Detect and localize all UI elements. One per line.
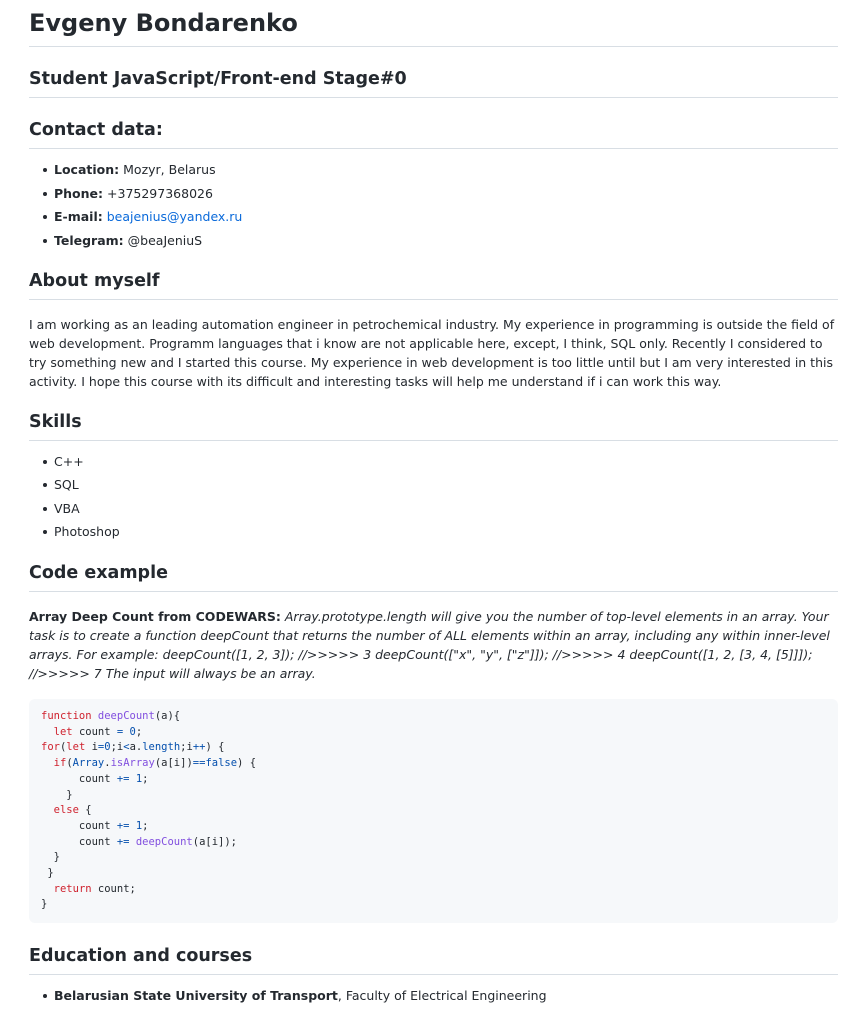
location-value: Mozyr, Belarus (123, 162, 216, 177)
telegram-value: @beaJeniuS (127, 232, 203, 248)
faculty-name: , Faculty of Electrical Engineering (337, 988, 547, 1004)
contact-telegram (54, 233, 838, 249)
contact-list (29, 162, 838, 249)
education-heading: Education and courses (29, 944, 838, 975)
skills-heading: Skills (29, 410, 838, 441)
email-label: E-mail: (54, 209, 103, 224)
phone-label: Phone: (54, 185, 104, 201)
contact-email (54, 209, 838, 225)
task-title: Array Deep Count from CODEWARS: (29, 609, 281, 624)
phone-value: +375297368026 (107, 185, 213, 201)
contact-phone (54, 186, 838, 202)
location-label: Location: (54, 162, 120, 177)
university-name: Belarusian State University of Transport (54, 988, 338, 1004)
contact-location (54, 162, 838, 178)
subtitle-heading: Student JavaScript/Front-end Stage#0 (29, 67, 838, 98)
code-heading: Code example (29, 561, 838, 592)
skill-item: VBA (54, 501, 838, 517)
skill-item: SQL (54, 477, 838, 493)
education-list (29, 988, 838, 1004)
about-heading: About myself (29, 269, 838, 300)
skills-list (29, 454, 838, 541)
page-title: Evgeny Bondarenko (29, 0, 838, 47)
skill-item: Photoshop (54, 524, 838, 540)
about-text: I am working as an leading automation engineer in petrochemical industry. My experience in programming is outside the field of web development. Programm languages that i know are not applicable here, except, I think, SQL only. Recently I considered to try something new and I started this course. My experience in web development is too little until but I am very interested in this activity. I hope this course with its difficult and interesting tasks will help me understand if i can work this way. (29, 316, 835, 389)
email-link[interactable]: beajenius@yandex.ru (106, 209, 243, 224)
task-text: Array.prototype.length will give you the number of top-level elements in an array. Your task is to create a function deepCount that returns the number of ALL elements within an array, including any within inner-level arrays. For example: deepCount([1, 2, 3]); //>>>>> 3 deepCount(["x", "y", ["z"]]); //>>>>> 4 deepCount([1, 2, [3, 4, [5]]]); //>>>>> 7 The input will always be an array. (29, 609, 830, 681)
code-block[interactable]: function deepCount(a){ let count = 0; for(let i=0;i<a.length;i++) { if(Array.isArray(a[i])==false) { count += 1; } else { count += 1; count += deepCount(a[i]); } } return count; } (29, 699, 838, 923)
contact-heading: Contact data: (29, 118, 838, 149)
telegram-label: Telegram: (54, 232, 124, 248)
skill-item: C++ (54, 454, 838, 470)
code-description (29, 607, 838, 683)
education-item (54, 988, 838, 1004)
